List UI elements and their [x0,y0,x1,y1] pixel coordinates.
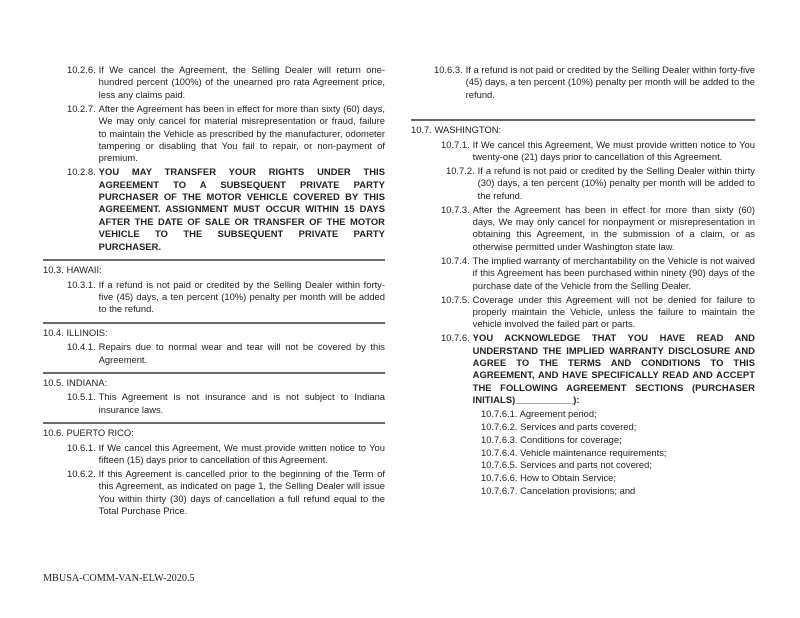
sub-clause: 10.7.6.5. Services and parts not covered; [481,459,652,471]
section-divider [411,119,755,121]
clause-number: 10.6.1. [67,441,96,453]
clause-10-2-7 [43,103,385,165]
section-heading-hawaii: 10.3. HAWAII: [43,264,102,276]
clause-number: 10.4.1. [67,341,96,353]
clause-10-7-3 [411,204,755,254]
clause-number: 10.5.1. [67,391,96,403]
section-divider [43,372,385,374]
clause-text: If We cancel the Agreement, the Selling Dealer will return one-hundred percent (100%) of the unearned pro rata Agreement price, less any claims paid. [98,64,385,100]
clause-text: YOU ACKNOWLEDGE THAT YOU HAVE READ AND UNDERSTAND THE IMPLIED WARRANTY DISCLOSURE AND AGREE TO THE TERMS AND CONDITIONS TO THIS AGREEMENT, AND HAVE SPECIFICALLY READ AND ACCEPT THE FOLLOWING AGREEMENT SECTIONS (PURCHASER INITIALS)___________): [472,332,755,406]
section-divider [43,259,385,261]
clause-text: Repairs due to normal wear and tear will not be covered by this Agreement. [98,341,385,365]
clause-text: After the Agreement has been in effect for more than sixty (60) days, We may only cancel for material misrepresentation or fraud, failure to maintain the Vehicle as prescribed by the manufacturer, odometer tampering or disabling that You fail to repair, or non-payment of premium. [98,102,385,164]
clause-10-7-2 [411,165,755,202]
clause-10-6-3 [411,64,755,101]
clause-10-7-1 [411,139,755,164]
sub-clause-list [411,408,755,497]
clause-text: This Agreement is not insurance and is not subject to Indiana insurance laws. [98,391,385,415]
clause-number: 10.6.3. [434,64,463,75]
clause-text: If a refund is not paid or credited by the Selling Dealer within forty-five (45) days, a ten percent (10%) penalty per month will be added to the refund. [465,64,755,100]
clause-number: 10.7.3. [441,203,470,215]
clause-number: 10.6.2. [67,467,96,479]
left-column [43,64,385,519]
section-divider [43,322,385,324]
sub-clause: 10.7.6.2. Services and parts covered; [481,420,637,432]
clause-10-7-6 [411,332,755,406]
sub-clause: 10.7.6.1. Agreement period; [481,408,597,420]
clause-10-3-1 [43,279,385,316]
clause-10-6-2 [43,468,385,518]
clause-text: If a refund is not paid or credited by the Selling Dealer within forty-five (45) days, a ten percent (10%) penalty per month will be added to the refund. [98,278,385,315]
sub-clause: 10.7.6.6. How to Obtain Service; [481,472,616,484]
clause-text: If We cancel this Agreement, We must provide written notice to You twenty-one (21) days prior to cancellation of this Agreement. [472,138,755,163]
clause-number: 10.7.5. [441,293,470,305]
clause-number: 10.7.2. [446,164,475,176]
clause-text: After the Agreement has been in effect for more than sixty (60) days, We may only cancel for nonpayment or misrepresentation in obtaining this Agreement, in the submission of a claim, or as otherwise permitted under Washington state law. [472,203,755,252]
clause-number: 10.2.6. [67,64,96,75]
clause-text: If a refund is not paid or credited by the Selling Dealer within thirty (30) days, a ten percent (10%) penalty per month will be added to the refund. [477,164,755,201]
clause-number: 10.7.6. [441,332,470,344]
clause-text: YOU MAY TRANSFER YOUR RIGHTS UNDER THIS AGREEMENT TO A SUBSEQUENT PRIVATE PARTY PURCHASER OF THE MOTOR VEHICLE COVERED BY THIS AGREEMENT. ASSIGNMENT MUST OCCUR WITHIN 15 DAYS AFTER THE DATE OF SALE OR TRANSFER OF THE MOTOR VEHICLE TO THE SUBSEQUENT PRIVATE PARTY PURCHASER. [98,166,385,252]
clause-10-5-1 [43,391,385,416]
clause-10-2-6 [43,64,385,101]
clause-10-4-1 [43,341,385,366]
clause-number: 10.2.8. [67,166,96,178]
sub-clause: 10.7.6.3. Conditions for coverage; [481,433,622,445]
section-divider [43,422,385,424]
clause-10-7-5 [411,294,755,331]
clause-number: 10.7.4. [441,254,470,266]
clause-10-2-8 [43,166,385,253]
clause-text: If this Agreement is cancelled prior to the beginning of the Term of this Agreement, as indicated on page 1, the Selling Dealer will issue You within thirty (30) days of cancellation a full refund equal to the Total Purchase Price. [98,467,385,517]
sub-clause: 10.7.6.7. Cancelation provisions; and [481,484,636,496]
clause-number: 10.7.1. [441,138,470,150]
clause-text: If We cancel this Agreement, We must provide written notice to You fifteen (15) days prior to cancellation of this Agreement. [98,441,385,465]
clause-text: The implied warranty of merchantability on the Vehicle is not waived if this Agreement has been purchased within ninety (90) days of the purchase date of the Vehicle from the Selling Dealer. [472,254,755,291]
section-heading-illinois: 10.4. ILLINOIS: [43,326,108,338]
section-heading-indiana: 10.5. INDIANA: [43,376,108,388]
clause-text: Coverage under this Agreement will not be denied for failure to properly maintain the Vehicle, unless the failure to maintain the vehicle involved the failed part or parts. [472,293,755,330]
document-footer-code: MBUSA-COMM-VAN-ELW-2020.5 [43,573,195,584]
clause-number: 10.3.1. [67,278,96,290]
clause-10-6-1 [43,442,385,467]
section-heading-washington: 10.7. WASHINGTON: [411,124,502,136]
sub-clause: 10.7.6.4. Vehicle maintenance requirements; [481,446,667,458]
right-column [411,64,755,498]
clause-number: 10.2.7. [67,102,96,114]
section-heading-puerto-rico: 10.6. PUERTO RICO: [43,427,134,439]
clause-10-7-4 [411,255,755,292]
